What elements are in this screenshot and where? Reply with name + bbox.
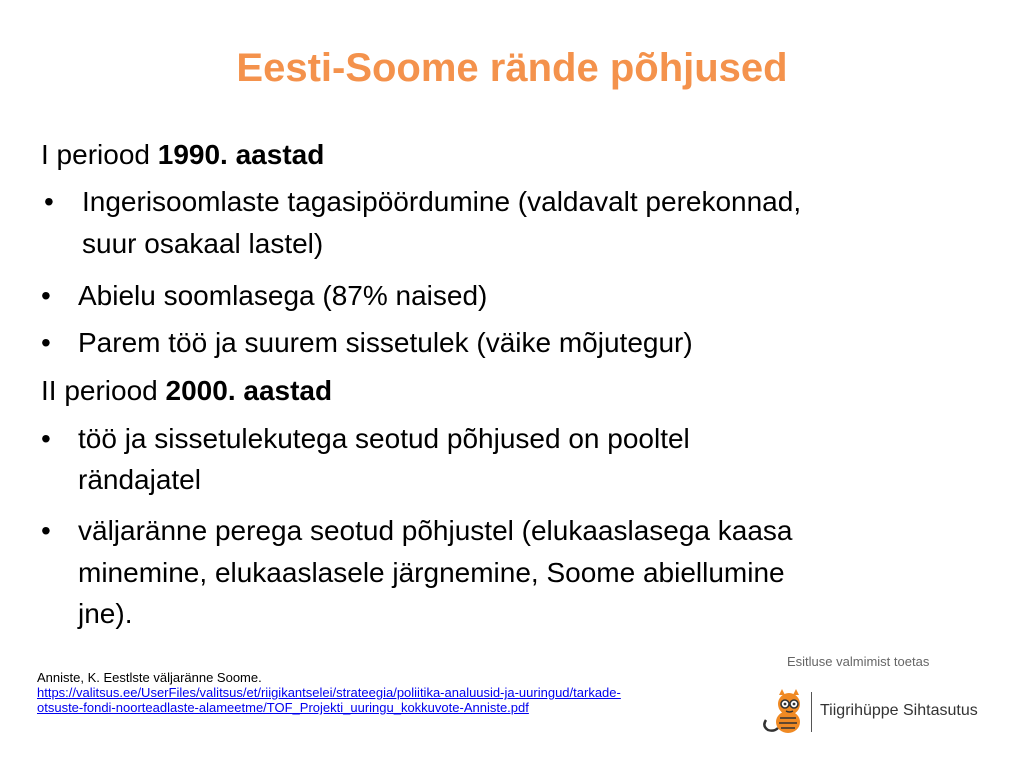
slide-title: Eesti-Soome rände põhjused: [236, 46, 788, 90]
footer-citation: [37, 670, 621, 715]
bullet-marker: •: [41, 327, 51, 358]
bullet-text: väljaränne perega seotud põhjustel (elukaaslasega kaasa: [78, 515, 793, 546]
period-2-years: 2000. aastad: [165, 375, 333, 406]
bullet-marker: •: [44, 186, 54, 217]
period-1-years: 1990. aastad: [157, 139, 325, 170]
bullet-marker: •: [41, 515, 51, 546]
bullet-text: töö ja sissetulekutega seotud põhjused on pooltel: [78, 423, 690, 454]
tiger-mascot-icon: [760, 686, 810, 738]
bullet-text-cont: rändajatel: [78, 464, 201, 495]
bullet-text-cont: jne).: [78, 598, 133, 629]
citation-text: Anniste, K. Eestlste väljaränne Soome.: [37, 670, 262, 685]
source-link-line-1[interactable]: https://valitsus.ee/UserFiles/valitsus/et/riigikantselei/strateegia/poliitika-analuusid-ja-uuringud/tarkade-: [37, 685, 621, 700]
bullet-text: Parem töö ja suurem sissetulek (väike mõjutegur): [78, 327, 693, 358]
bullet-marker: •: [41, 280, 51, 311]
period-1-heading: [41, 138, 324, 172]
period-2-label: II periood: [41, 375, 166, 406]
bullet-text: Ingerisoomlaste tagasipöördumine (valdavalt perekonnad,: [82, 186, 802, 217]
bullet-text-cont: suur osakaal lastel): [82, 228, 324, 259]
source-link-line-2[interactable]: otsuste-fondi-noorteadlaste-alameetme/TOF_Projekti_uuringu_kokkuvote-Anniste.pdf: [37, 700, 529, 715]
source-link[interactable]: [37, 685, 621, 715]
bullet-text-cont: minemine, elukaaslasele järgnemine, Soome abiellumine: [78, 557, 785, 588]
logo-divider: [811, 692, 812, 732]
bullet-marker: •: [41, 423, 51, 454]
period-2-heading: [41, 374, 332, 408]
period-1-label: I periood: [41, 139, 158, 170]
bullet-text: Abielu soomlasega (87% naised): [78, 280, 488, 311]
sponsor-caption: Esitluse valmimist toetas: [787, 654, 930, 669]
sponsor-org-name: Tiigrihüppe Sihtasutus: [820, 702, 978, 719]
